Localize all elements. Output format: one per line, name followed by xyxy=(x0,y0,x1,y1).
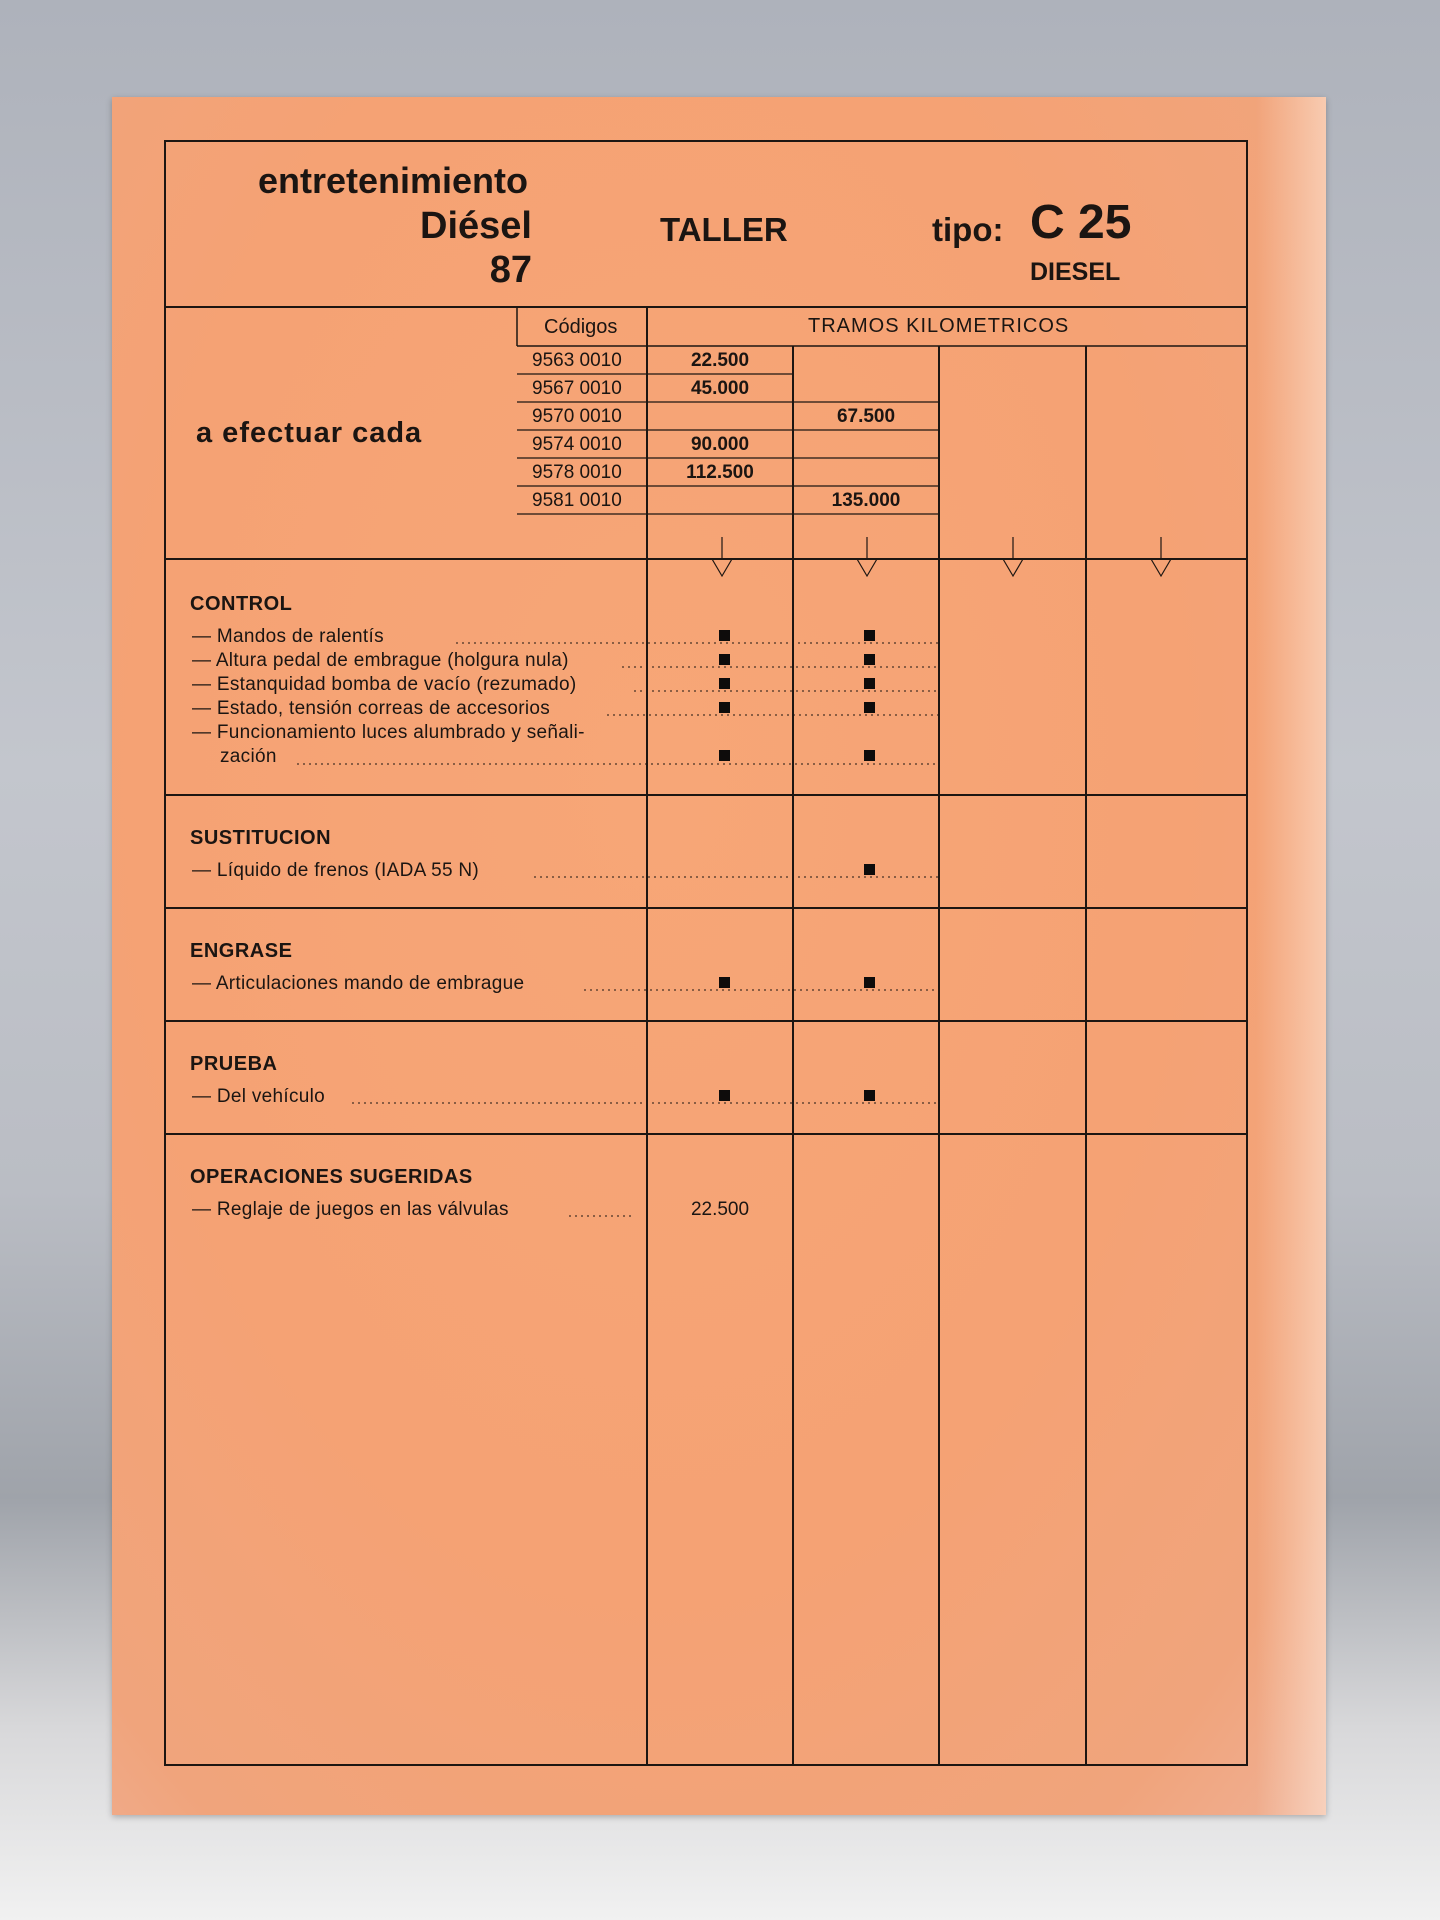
taller-label: TALLER xyxy=(660,211,788,248)
tipo-label: tipo: xyxy=(932,211,1004,248)
title-line-1: entretenimiento xyxy=(257,160,528,201)
code-cell: 9570 0010 xyxy=(532,406,622,427)
check-mark xyxy=(719,977,730,988)
check-mark xyxy=(719,702,730,713)
control-item: — Estado, tensión correas de accesorios xyxy=(192,698,551,719)
efectuar-label: a efectuar cada xyxy=(196,417,423,449)
km-cell: 112.500 xyxy=(686,462,754,483)
sugeridas-item: — Reglaje de juegos en las válvulas xyxy=(192,1199,509,1220)
engrase-item: — Articulaciones mando de embrague xyxy=(192,973,525,994)
km-cell: 22.500 xyxy=(690,350,750,371)
check-mark xyxy=(864,678,875,689)
control-item: — Estanquidad bomba de vacío (rezumado) xyxy=(192,674,577,695)
code-cell: 9578 0010 xyxy=(532,462,622,483)
section-title-sustitucion: SUSTITUCION xyxy=(190,827,332,849)
control-item: — Mandos de ralentís xyxy=(192,626,384,647)
check-mark xyxy=(864,630,875,641)
column-arrows xyxy=(712,537,1171,576)
check-mark xyxy=(719,750,730,761)
code-cell: 9574 0010 xyxy=(532,434,622,455)
km-cell: 67.500 xyxy=(836,406,896,427)
section-title-engrase: ENGRASE xyxy=(190,940,293,962)
code-cell: 9581 0010 xyxy=(532,490,622,511)
code-cell: 9567 0010 xyxy=(532,378,622,399)
check-mark xyxy=(864,977,875,988)
km-cell: 45.000 xyxy=(690,378,750,399)
check-mark xyxy=(719,654,730,665)
sustitucion-item: — Líquido de frenos (IADA 55 N) xyxy=(192,860,480,881)
section-title-prueba: PRUEBA xyxy=(190,1053,278,1075)
control-item: zación xyxy=(220,746,277,767)
km-cell: 90.000 xyxy=(690,434,750,455)
control-item: — Altura pedal de embrague (holgura nula) xyxy=(192,650,569,671)
code-cell: 9563 0010 xyxy=(532,350,622,371)
km-cell: 135.000 xyxy=(831,490,901,511)
control-item: — Funcionamiento luces alumbrado y señali- xyxy=(192,722,585,743)
prueba-item: — Del vehículo xyxy=(192,1086,326,1107)
tipo-value: C 25 xyxy=(1030,196,1132,249)
fuel-label: DIESEL xyxy=(1030,258,1121,286)
ranges-header: TRAMOS KILOMETRICOS xyxy=(808,315,1070,337)
check-mark xyxy=(864,864,875,875)
check-mark xyxy=(864,702,875,713)
check-mark xyxy=(719,1090,730,1101)
codes-header: Códigos xyxy=(544,316,618,338)
check-mark xyxy=(864,654,875,665)
section-title-sugeridas: OPERACIONES SUGERIDAS xyxy=(190,1166,473,1188)
check-mark xyxy=(864,750,875,761)
title-line-3: 87 xyxy=(489,249,532,291)
title-line-2: Diésel xyxy=(420,205,532,247)
check-mark xyxy=(719,678,730,689)
check-mark xyxy=(719,630,730,641)
maintenance-card xyxy=(112,97,1326,1815)
section-title-control: CONTROL xyxy=(190,593,293,615)
check-mark xyxy=(864,1090,875,1101)
sugeridas-value: 22.500 xyxy=(690,1199,750,1220)
